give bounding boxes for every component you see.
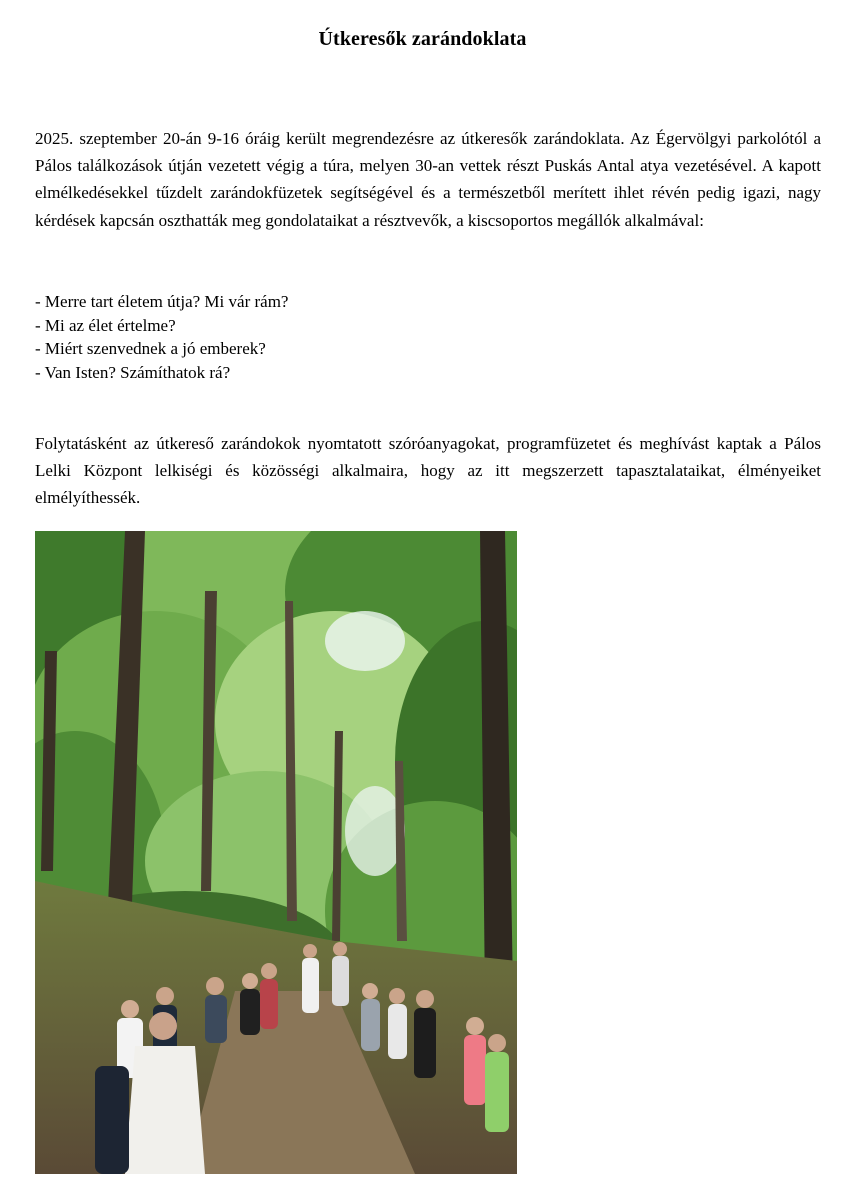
hiker	[361, 983, 380, 1051]
question-item: - Miért szenvednek a jó emberek?	[35, 339, 266, 358]
hiker	[205, 977, 227, 1043]
hiker	[240, 973, 260, 1035]
question-item: - Mi az élet értelme?	[35, 315, 176, 335]
hiker	[414, 990, 436, 1078]
followup-paragraph: Folytatásként az útkereső zarándokok nyomtatott szóróanyagokat, programfüzetet és meghívást kaptak a Pálos Lelki Központ lelkiségi és közösségi alkalmaira, hogy az itt megszerzett tapasztalataikat, élményeiket elmélyíthessék.	[35, 434, 821, 508]
page-title: Útkeresők zarándoklata	[318, 28, 527, 50]
hiker	[464, 1017, 486, 1105]
sky-gap	[325, 611, 405, 671]
question-list	[35, 290, 288, 384]
hiker	[388, 988, 407, 1059]
intro-paragraph: 2025. szeptember 20-án 9-16 óráig került megrendezésre az útkeresők zarándoklata. Az Égervölgyi parkolótól a Pálos találkozások útján vezetett végig a túra, melyen 30-an vettek részt Puskás Antal atya vezetésével. A kapott elmélkedésekkel tűzdelt zarándokfüzetek segítségével és a természetből merített ihlet révén pedig igazi, nagy kérdések kapcsán oszthatták meg gondolataikat a résztvevők, a kiscsoportos megállók alkalmával:	[35, 129, 821, 230]
hiker	[332, 942, 349, 1006]
question-item: - Merre tart életem útja? Mi vár rám?	[35, 292, 289, 311]
hiker	[260, 963, 278, 1029]
question-item: - Van Isten? Számíthatok rá?	[35, 362, 231, 382]
pilgrimage-group-photo	[35, 531, 517, 1174]
